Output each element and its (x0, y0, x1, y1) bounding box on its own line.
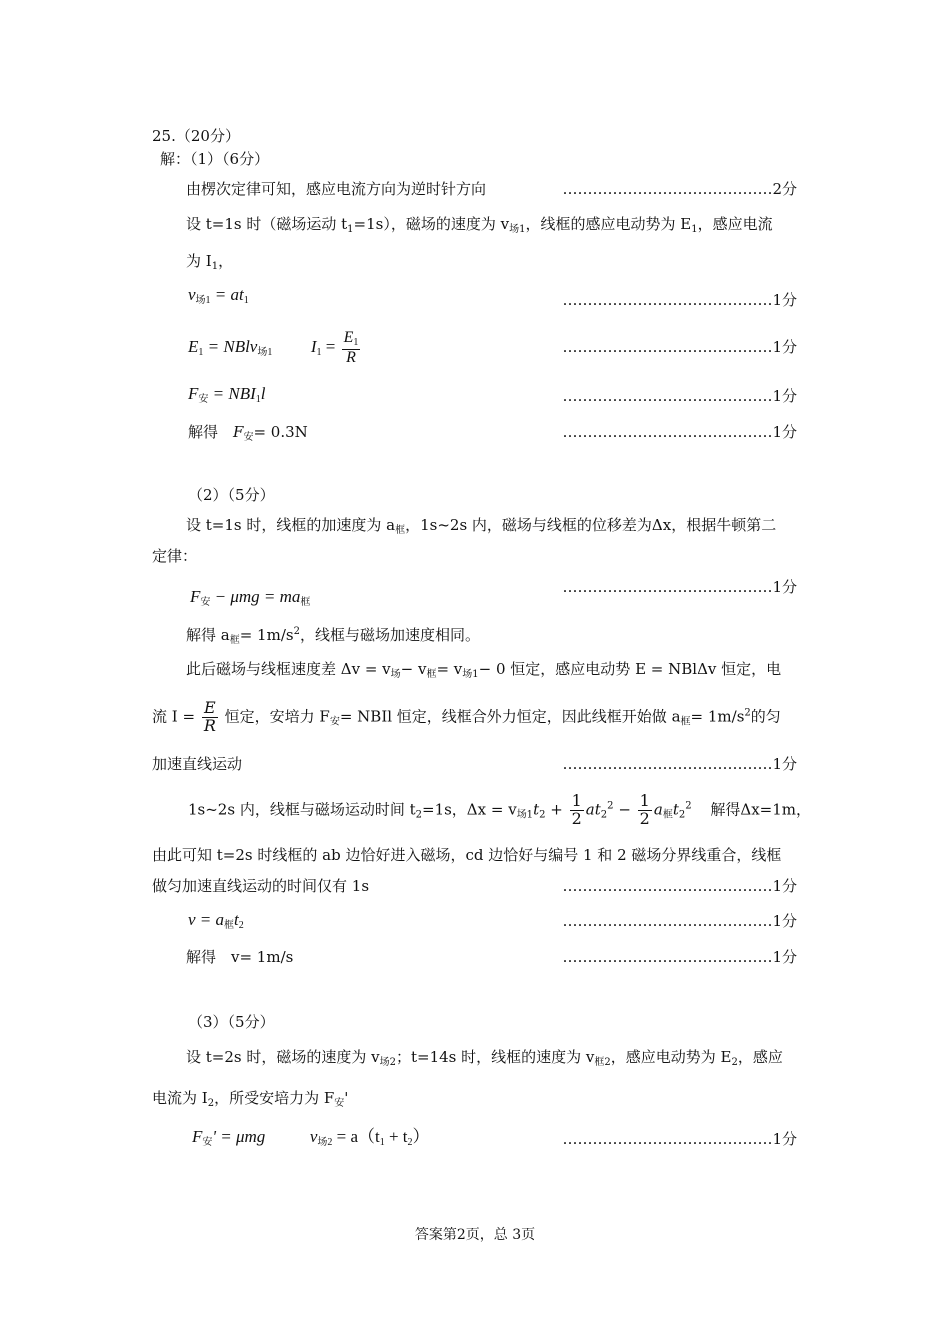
setup-line-1: 设 t=1s 时（磁场运动 $t_1=1s$），磁场的速度为 $v_{场1}$，线框的感应电动势为 $E_1$，感应电流 (186, 215, 773, 235)
page-footer: 答案第2页，总 3页 (414, 1227, 536, 1243)
p2-setup-2: 定律： (152, 547, 198, 565)
result-accel: 解得 $a_框= 1m/s^2$，线框与磁场加速度相同。 (186, 626, 480, 646)
part2-header: （2）（5分） (188, 486, 275, 504)
part1-header: 解：（1）（6分） (160, 150, 270, 168)
score: ……………………………………2分 (562, 180, 797, 198)
lenz-line: 由楞次定律可知，感应电流方向为逆时针方向 (186, 180, 487, 198)
uniform-accel-line: 加速直线运动 (152, 755, 243, 773)
eq-ampere-force: $F_安 = NBI_1l$ (188, 384, 266, 405)
question-header: 25.（20分） (152, 127, 240, 145)
p3-setup-2: 电流为 $I_2$，所受安培力为 $F_安'$ (152, 1089, 349, 1109)
conclusion-line-1: 由此可知 t=2s 时线框的 ab 边恰好进入磁场，cd 边恰好与编号 1 和 2 磁场分界线重合，线框 (152, 846, 782, 864)
score: ……………………………………1分 (562, 578, 797, 596)
eq-balance: $F_安' = \mu mg$ $v_{场2} = a(t_1 + t_2)$ (192, 1127, 430, 1148)
result-velocity: 解得 v= 1m/s (186, 948, 294, 966)
score: ……………………………………1分 (562, 291, 797, 309)
score: ……………………………………1分 (562, 338, 797, 356)
result-force: 解得 $F_安= 0.3N$ (188, 423, 308, 443)
displacement-line: 1s~2s 内，线框与磁场运动时间 $t_2=1s$，$\Delta x = v_{场1}t_2$ + $\frac{1}{2}$ $at_2^2$ − $\frac{1}{2}$ $a_框t_2^2$ 解得Δx=1m， (188, 791, 812, 828)
eq-emf-current: $E_1$ = NBlv$_{场1}$ $I_1$ = $\frac{E_1}{R}$ (188, 329, 359, 366)
score: ……………………………………1分 (562, 387, 797, 405)
score: ……………………………………1分 (562, 423, 797, 441)
eq-newton: $F_安 - \mu mg = ma_框$ (190, 587, 311, 608)
part3-header: （3）（5分） (188, 1013, 275, 1031)
score: ……………………………………1分 (562, 1130, 797, 1148)
p2-setup-1: 设 t=1s 时，线框的加速度为 $a_框$，1s~2s 内，磁场与线框的位移差为Δx，根据牛顿第二 (186, 516, 777, 536)
p3-setup-1: 设 t=2s 时，磁场的速度为 $v_{场2}$；t=14s 时，线框的速度为 $v_{框2}$，感应电动势为 $E_2$，感应 (186, 1048, 783, 1068)
eq-field-velocity: $v_{场1} = at_1$ (188, 285, 249, 306)
score: ……………………………………1分 (562, 755, 797, 773)
eq-frame-velocity: $v = a_框t_2$ (188, 910, 244, 931)
current-line: 流 I = $\frac{E}{R}$ 恒定，安培力 $F_安=$ NBIl 恒定，线框合外力恒定，因此线框开始做 $a_框= 1m/s^2$的匀 (152, 698, 781, 735)
velocity-diff-line: 此后磁场与线框速度差 $\Delta v = v_场- v_框= v_{场1}- 0$ 恒定，感应电动势 E = NBlΔv 恒定，电 (186, 660, 782, 680)
setup-line-2: 为 $I_1$， (186, 252, 234, 272)
score: ……………………………………1分 (562, 877, 797, 895)
conclusion-line-2: 做匀加速直线运动的时间仅有 1s (152, 877, 370, 895)
score: ……………………………………1分 (562, 948, 797, 966)
score: ……………………………………1分 (562, 912, 797, 930)
